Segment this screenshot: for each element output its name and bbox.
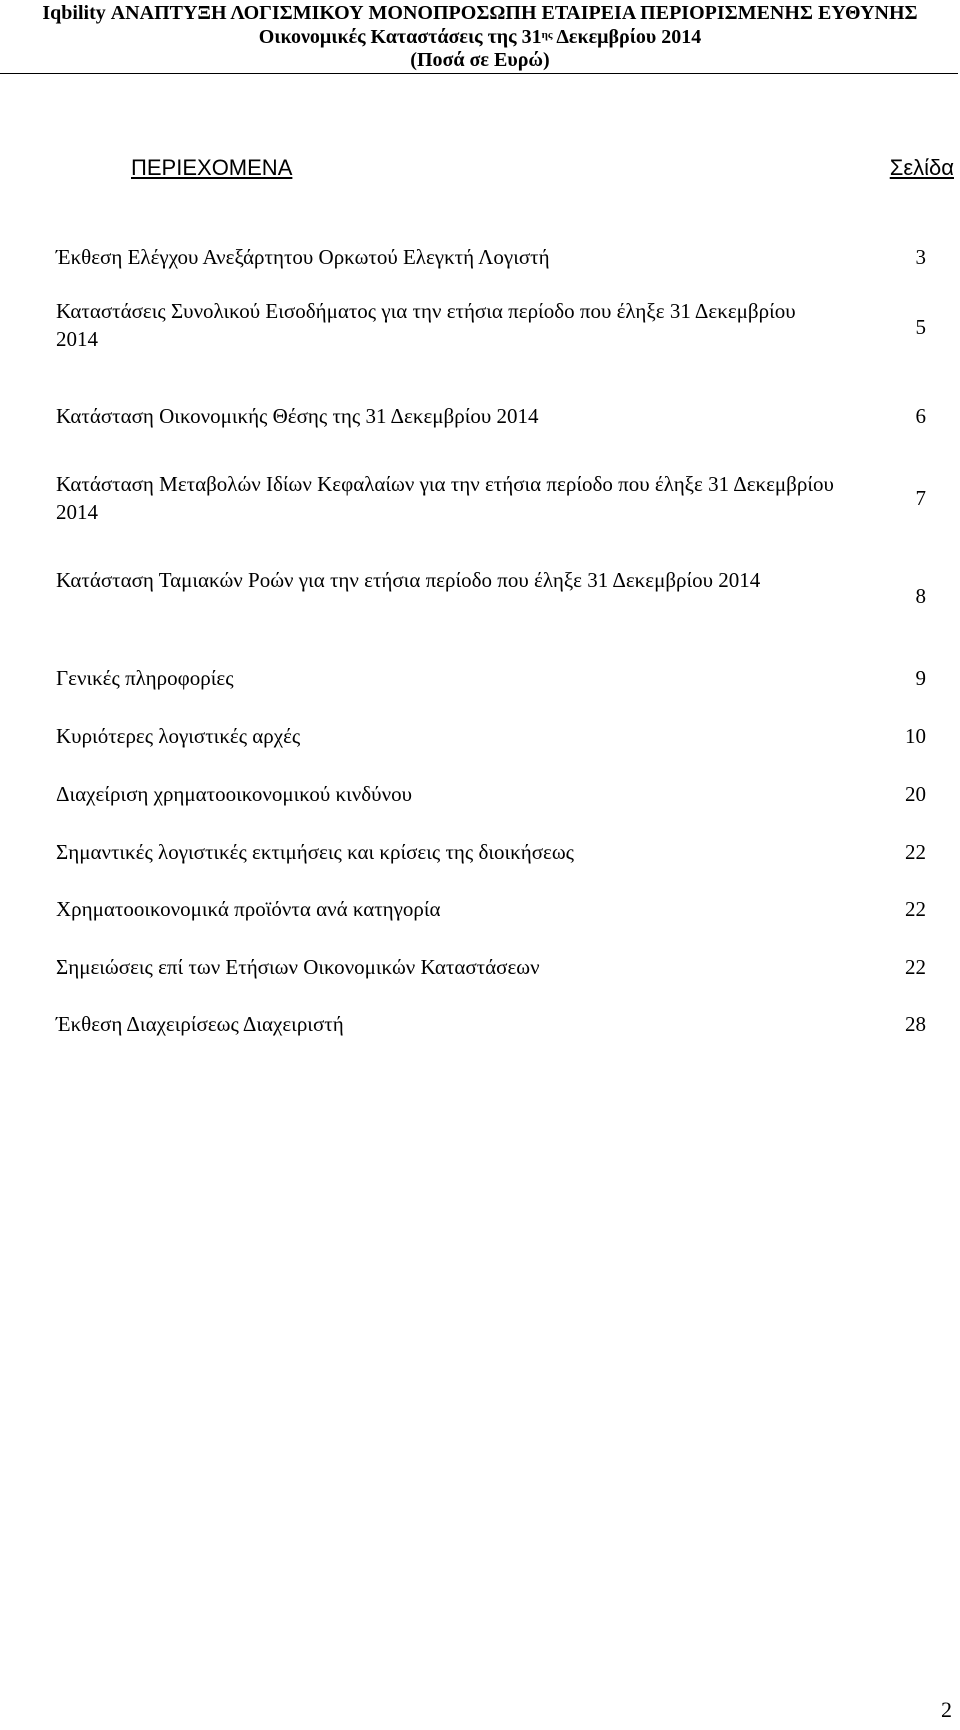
toc-entry[interactable]: Κατάσταση Οικονομικής Θέσης της 31 Δεκεμβρίου 2014 <box>56 404 539 428</box>
toc-entry[interactable]: Χρηματοοικονομικά προϊόντα ανά κατηγορία <box>56 897 441 921</box>
toc-entry-page: 20 <box>905 782 926 806</box>
toc-entry-page: 9 <box>915 666 926 690</box>
toc-entry-page: 5 <box>915 315 926 339</box>
page-number: 2 <box>941 1697 952 1722</box>
toc-entry-page: 22 <box>905 840 926 864</box>
toc-title: ΠΕΡΙΕΧΟΜΕΝΑ <box>131 155 293 180</box>
toc-entry-page: 6 <box>915 404 926 428</box>
company-name: Iqbility ΑΝΑΠΤΥΞΗ ΛΟΓΙΣΜΙΚΟΥ ΜΟΝΟΠΡΟΣΩΠΗ ΕΤΑΙΡΕΙΑ ΠΕΡΙΟΡΙΣΜΕΝΗΣ ΕΥΘΥΝΗΣ <box>42 2 918 24</box>
toc-entry-page: 22 <box>905 955 926 979</box>
statements-title: Οικονομικές Καταστάσεις της $31^{\eta\varsigma}$ Δεκεμβρίου 2014 <box>258 26 702 48</box>
toc-entry[interactable]: Έκθεση Ελέγχου Ανεξάρτητου Ορκωτού Ελεγκτή Λογιστή <box>56 245 550 269</box>
toc-entry[interactable]: Κυριότερες λογιστικές αρχές <box>56 724 301 748</box>
toc-entry[interactable]: Σημειώσεις επί των Ετήσιων Οικονομικών Καταστάσεων <box>56 955 540 979</box>
toc-entry-page: 28 <box>905 1012 926 1036</box>
toc-page-column-heading: Σελίδα <box>889 155 954 180</box>
toc-entry[interactable]: Έκθεση Διαχειρίσεως Διαχειριστή <box>56 1012 344 1036</box>
toc-entry-page: 22 <box>905 897 926 921</box>
currency-note: (Ποσά σε Ευρώ) <box>410 49 550 71</box>
toc-entry[interactable]: Κατάσταση Μεταβολών Ιδίων Κεφαλαίων για την ετήσια περίοδο που έληξε 31 Δεκεμβρίου 2014 <box>56 472 834 524</box>
toc-entry[interactable]: Γενικές πληροφορίες <box>56 666 234 690</box>
toc-entry[interactable]: Καταστάσεις Συνολικού Εισοδήματος για την ετήσια περίοδο που έληξε 31 Δεκεμβρίου 2014 <box>56 299 796 351</box>
toc-entry-page: 3 <box>915 245 926 269</box>
toc-entry-page: 7 <box>915 486 926 510</box>
toc-entry[interactable]: Διαχείριση χρηματοοικονομικού κινδύνου <box>56 782 412 806</box>
toc-entry[interactable]: Σημαντικές λογιστικές εκτιμήσεις και κρίσεις της διοικήσεως <box>56 840 574 864</box>
toc-entry[interactable]: Κατάσταση Ταμιακών Ροών για την ετήσια περίοδο που έληξε 31 Δεκεμβρίου 2014 <box>56 568 761 592</box>
toc-entry-page: 10 <box>905 724 926 748</box>
toc-entry-page: 8 <box>915 584 926 608</box>
